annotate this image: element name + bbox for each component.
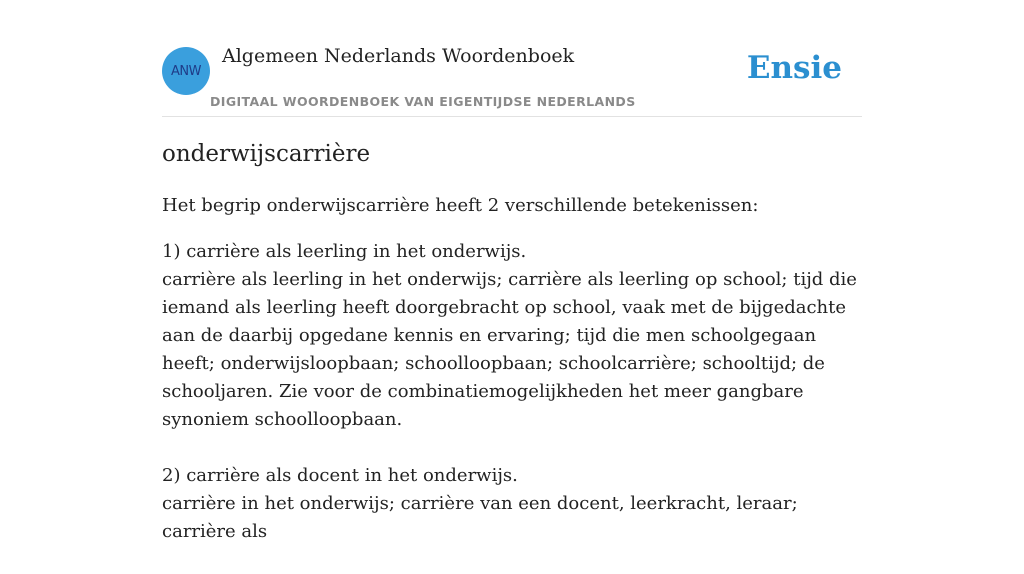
- entry-intro: Het begrip onderwijscarrière heeft 2 verschillende betekenissen:: [162, 195, 759, 216]
- site-header: [162, 0, 862, 117]
- ensie-brand-logo[interactable]: Ensie: [746, 50, 842, 86]
- entry-content: [162, 138, 862, 574]
- entry-title: onderwijscarrière: [162, 141, 371, 167]
- meaning-item: [162, 238, 862, 434]
- meaning-heading: 1) carrière als leerling in het onderwijs.: [162, 241, 527, 262]
- dictionary-subtitle: DIGITAAL WOORDENBOEK VAN EIGENTIJDSE NEDERLANDS: [210, 94, 636, 109]
- meaning-heading: 2) carrière als docent in het onderwijs.: [162, 465, 518, 486]
- meaning-item: [162, 462, 862, 546]
- meanings-list: [162, 238, 862, 546]
- meaning-definition: carrière als leerling in het onderwijs; carrière als leerling op school; tijd die iemand als leerling heeft doorgebracht op school, vaak met de bijgedachte aan de daarbij opgedane kennis en ervaring; tijd die men schoolgegaan heeft; onderwijsloopbaan; schoolloopbaan; schoolcarrière; schooltijd; de schooljaren. Zie voor de combinatiemogelijkheden het meer gangbare synoniem schoolloopbaan.: [162, 269, 857, 430]
- anw-logo[interactable]: ANW: [162, 47, 210, 95]
- meaning-definition: carrière in het onderwijs; carrière van een docent, leerkracht, leraar; carrière als: [162, 493, 798, 542]
- dictionary-title[interactable]: Algemeen Nederlands Woordenboek: [222, 45, 575, 67]
